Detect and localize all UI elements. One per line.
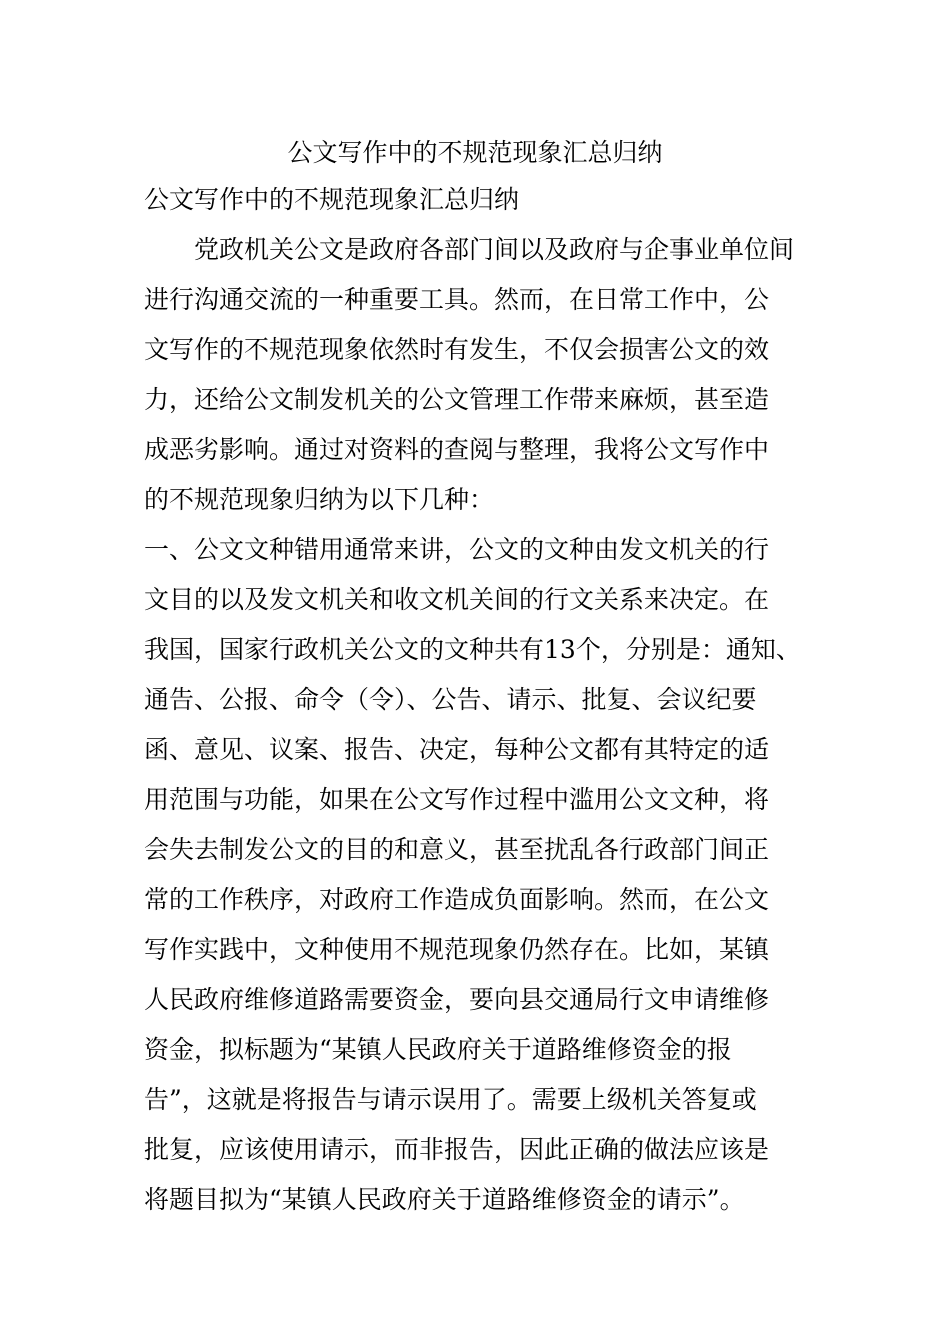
text-line: 人民政府维修道路需要资金，要向县交通局行文申请维修	[144, 985, 770, 1014]
text-line: 批复，应该使用请示，而非报告，因此正确的做法应该是	[144, 1135, 770, 1164]
text-line: 我国，国家行政机关公文的文种共有13个，分别是：通知、	[144, 635, 801, 664]
text-line: 力，还给公文制发机关的公文管理工作带来麻烦，甚至造	[144, 385, 770, 414]
text-line: 将题目拟为“某镇人民政府关于道路维修资金的请示”。	[144, 1185, 745, 1214]
text-line: 文写作的不规范现象依然时有发生，不仅会损害公文的效	[144, 335, 770, 364]
document-subtitle: 公文写作中的不规范现象汇总归纳	[144, 185, 520, 214]
text-line: 通告、公报、命令（令）、公告、请示、批复、会议纪要	[144, 685, 757, 714]
text-line: 用范围与功能，如果在公文写作过程中滥用公文文种，将	[144, 785, 770, 814]
text-line: 写作实践中，文种使用不规范现象仍然存在。比如，某镇	[144, 935, 770, 964]
document-title: 公文写作中的不规范现象汇总归纳	[287, 138, 663, 167]
text-line: 会失去制发公文的目的和意义，甚至扰乱各行政部门间正	[144, 835, 770, 864]
text-line: 的不规范现象归纳为以下几种：	[144, 485, 495, 514]
text-line: 资金，拟标题为“某镇人民政府关于道路维修资金的报	[144, 1035, 732, 1064]
text-line: 成恶劣影响。通过对资料的查阅与整理，我将公文写作中	[144, 435, 770, 464]
text-line: 进行沟通交流的一种重要工具。然而，在日常工作中，公	[144, 285, 770, 314]
text-line: 文目的以及发文机关和收文机关间的行文关系来决定。在	[144, 585, 770, 614]
text-line: 告”，这就是将报告与请示误用了。需要上级机关答复或	[144, 1085, 757, 1114]
text-line: 一、公文文种错用通常来讲，公文的文种由发文机关的行	[144, 535, 770, 564]
text-line: 党政机关公文是政府各部门间以及政府与企事业单位间	[144, 235, 795, 264]
text-line: 函、意见、议案、报告、决定，每种公文都有其特定的适	[144, 735, 770, 764]
text-line: 常的工作秩序，对政府工作造成负面影响。然而，在公文	[144, 885, 770, 914]
